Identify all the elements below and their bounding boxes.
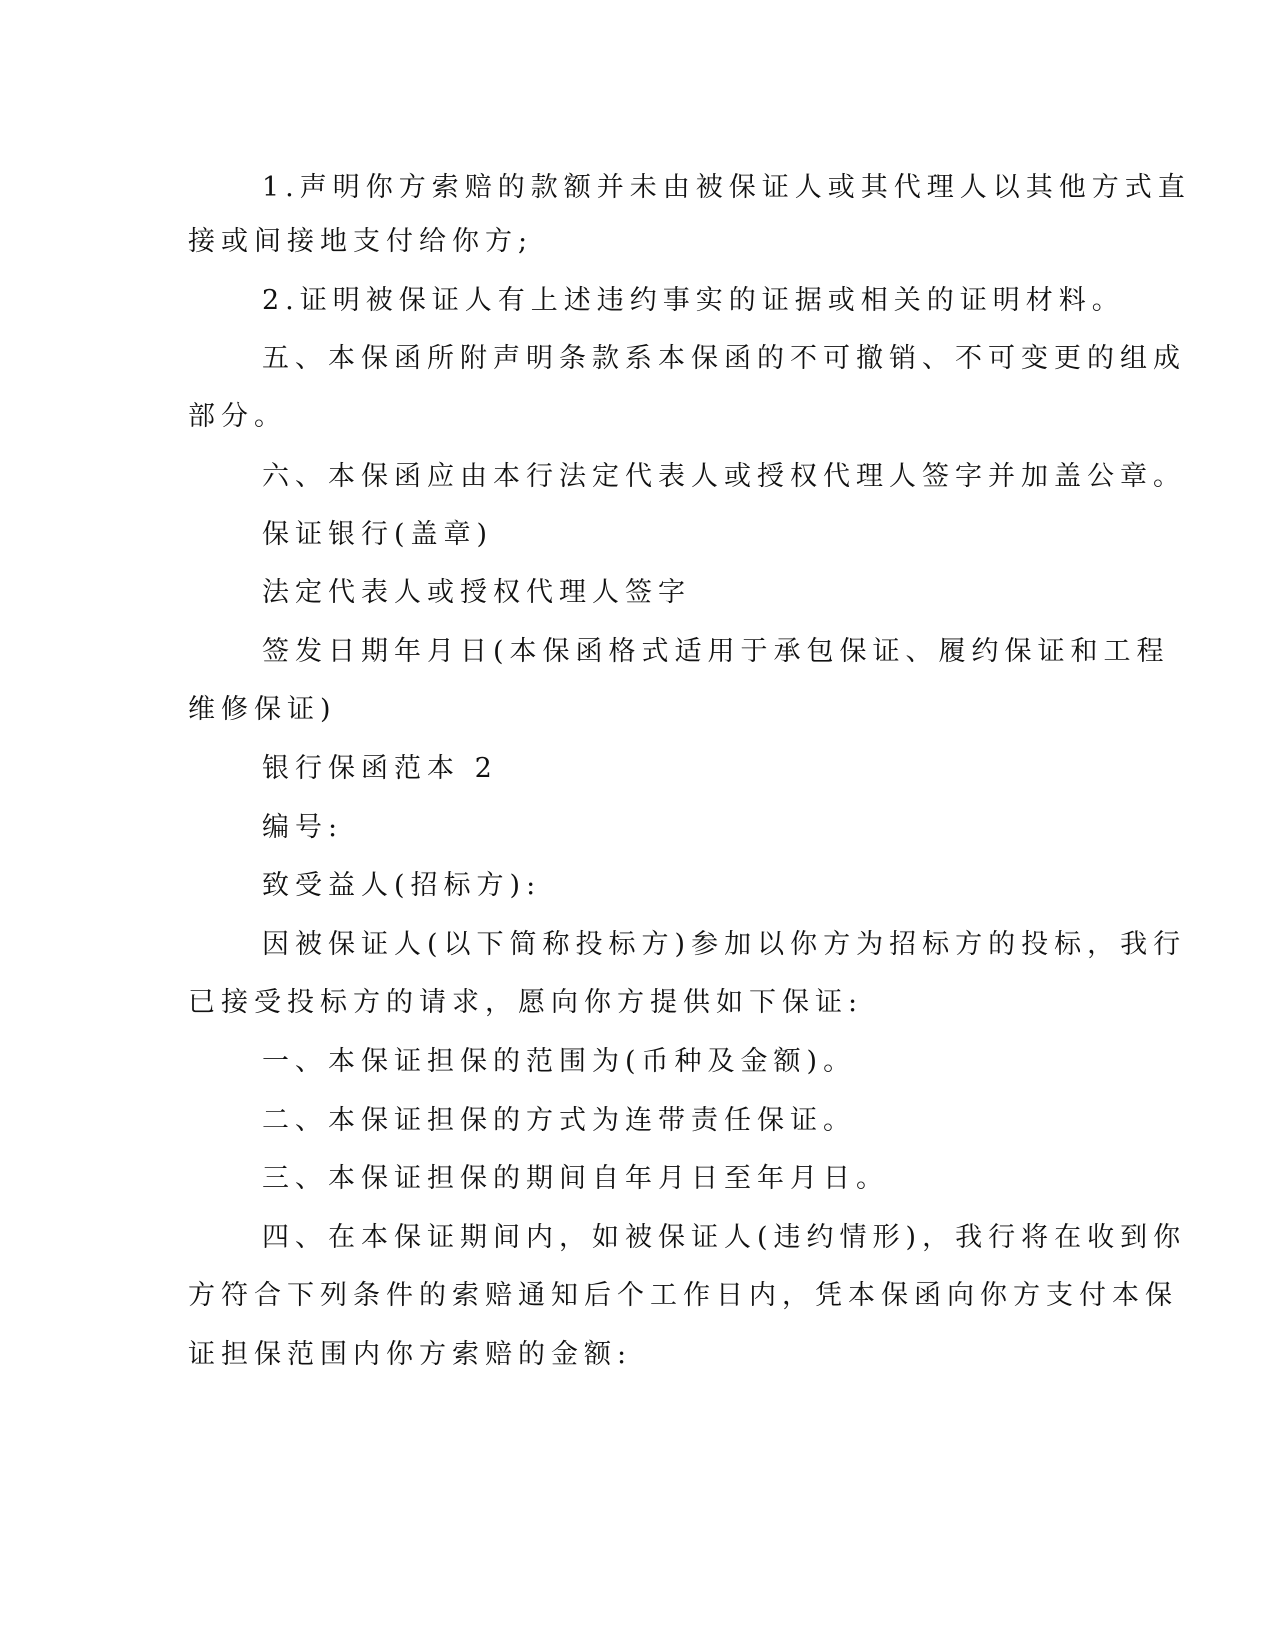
clause-1-line-2: 接或间接地支付给你方; — [188, 226, 534, 257]
sample-2-heading: 银行保函范本 2 — [262, 753, 498, 784]
term-four-line-2: 方符合下列条件的索赔通知后个工作日内，凭本保函向你方支付本保 — [188, 1280, 1178, 1311]
clause-2-line: 2.证明被保证人有上述违约事实的证据或相关的证明材料。 — [262, 285, 1125, 316]
term-one-line: 一、本保证担保的范围为(币种及金额)。 — [262, 1046, 857, 1077]
clause-five-line-2: 部分。 — [188, 401, 287, 432]
intro-line-2: 已接受投标方的请求，愿向你方提供如下保证: — [188, 987, 864, 1018]
number-label: 编号: — [262, 812, 344, 843]
signature-line: 法定代表人或授权代理人签字 — [262, 577, 691, 608]
term-two-line: 二、本保证担保的方式为连带责任保证。 — [262, 1105, 856, 1136]
term-four-line-3: 证担保范围内你方索赔的金额: — [188, 1339, 633, 1370]
issue-date-line-1: 签发日期年月日(本保函格式适用于承包保证、履约保证和工程 — [262, 636, 1170, 667]
addressee-line: 致受益人(招标方): — [262, 870, 542, 901]
clause-1-line-1: 1.声明你方索赔的款额并未由被保证人或其代理人以其他方式直 — [262, 172, 1191, 203]
issue-date-line-2: 维修保证) — [188, 694, 337, 725]
term-four-line-1: 四、在本保证期间内，如被保证人(违约情形)，我行将在收到你 — [262, 1222, 1187, 1253]
clause-five-line-1: 五、本保函所附声明条款系本保函的不可撤销、不可变更的组成 — [262, 343, 1186, 374]
intro-line-1: 因被保证人(以下简称投标方)参加以你方为招标方的投标，我行 — [262, 929, 1187, 960]
term-three-line: 三、本保证担保的期间自年月日至年月日。 — [262, 1163, 889, 1194]
clause-six-line: 六、本保函应由本行法定代表人或授权代理人签字并加盖公章。 — [262, 461, 1186, 492]
bank-seal-line: 保证银行(盖章) — [262, 519, 494, 550]
